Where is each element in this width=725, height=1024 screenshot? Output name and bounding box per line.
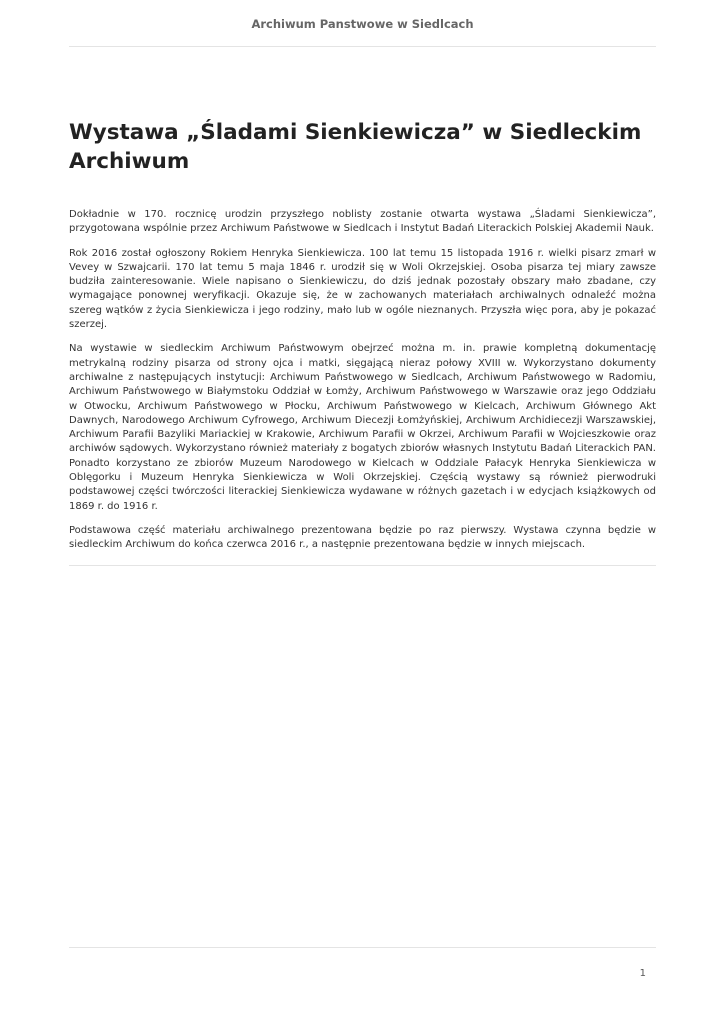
- article-end-divider: [69, 565, 656, 566]
- article-paragraph-4: Podstawowa część materiału archiwalnego prezentowana będzie po raz pierwszy. Wystawa czynna będzie w siedleckim Archiwum do końca czerwca 2016 r., a następnie prezentowana będzie w innych miejscach.: [69, 524, 656, 551]
- footer-divider: [69, 947, 656, 948]
- header-divider: [69, 46, 656, 47]
- article-title: Wystawa „Śladami Sienkiewicza” w Siedleckim Archiwum: [69, 120, 642, 174]
- article-paragraph-3: Na wystawie w siedleckim Archiwum Państwowym obejrzeć można m. in. prawie kompletną dokumentację metrykalną rodziny pisarza od strony ojca i matki, sięgającą nieraz połowy XVIII w. Wykorzystano dokumenty archiwalne z następujących instytucji: Archiwum Państwowego w Siedlcach, Archiwum Państwowego w Radomiu, Archiwum Państwowego w Białymstoku Oddział w Łomży, Archiwum Państwowego w Warszawie oraz jego Oddziału w Otwocku, Archiwum Państwowego w Płocku, Archiwum Państwowego w Kielcach, Archiwum Głównego Akt Dawnych, Narodowego Archiwum Cyfrowego, Archiwum Diecezji Łomżyńskiej, Archiwum Archidiecezji Warszawskiej, Archiwum Parafii Bazyliki Mariackiej w Krakowie, Archiwum Parafii w Okrzei, Archiwum Parafii w Wojcieszkowie oraz archiwów sądowych. Wykorzystano również materiały z bogatych zbiorów własnych Instytutu Badań Literackich PAN. Ponadto korzystano ze zbiorów Muzeum Narodowego w Kielcach w Oddziale Pałacyk Henryka Sienkiewicza w Oblęgorku i Muzeum Henryka Sienkiewicza w Woli Okrzejskiej. Częścią wystawy są również pierwodruki podstawowej części twórczości literackiej Sienkiewicza wydawane w różnych gazetach i w edycjach książkowych od 1869 r. do 1916 r.: [69, 343, 656, 512]
- article-paragraph-1: Dokładnie w 170. rocznicę urodzin przyszłego noblisty zostanie otwarta wystawa „Śladami Sienkiewicza”, przygotowana wspólnie przez Archiwum Państwowe w Siedlcach i Instytut Badań Literackich Polskiej Akademii Nauk.: [69, 209, 656, 235]
- page-number: 1: [639, 968, 646, 979]
- article-paragraph-2: Rok 2016 został ogłoszony Rokiem Henryka Sienkiewicza. 100 lat temu 15 listopada 1916 r. wielki pisarz zmarł w Vevey w Szwajcarii. 170 lat temu 5 maja 1846 r. urodził się w Woli Okrzejskiej. Osoba pisarza tej miary zawsze budziła zainteresowanie. Wiele napisano o Sienkiewiczu, do dziś jednak pozostały obszary mało zbadane, czy wymagające ponownej weryfikacji. Okazuje się, że w zachowanych materiałach archiwalnych odnaleźć można szereg wątków z życia Sienkiewicza i jego rodziny, mało lub w ogóle nieznanych. Przyszła więc pora, aby je pokazać szerzej.: [69, 247, 656, 331]
- article: [69, 118, 656, 563]
- site-header-title: Archiwum Panstwowe w Siedlcach: [251, 17, 474, 31]
